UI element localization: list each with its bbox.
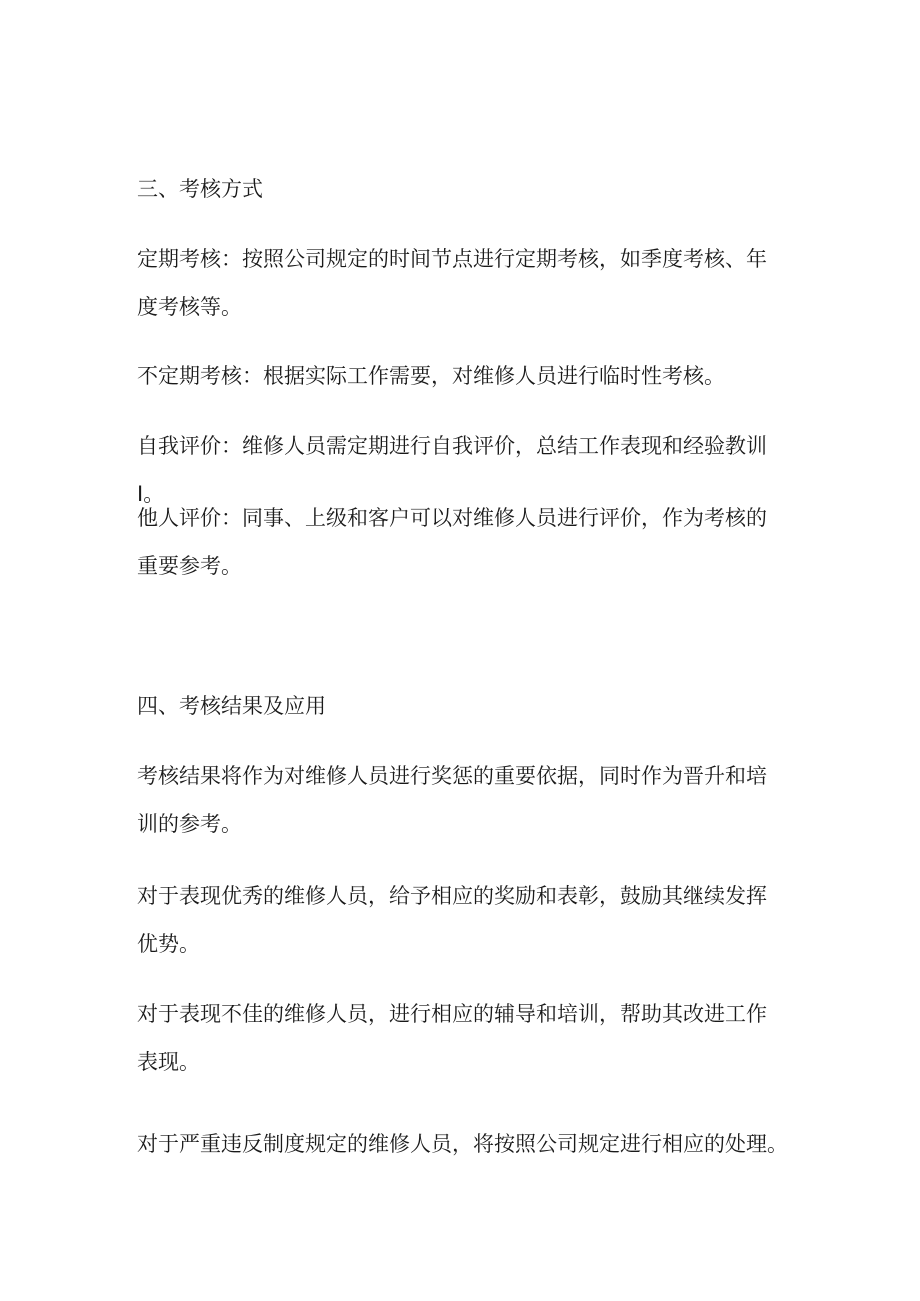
paragraph-irregular-assessment: 不定期考核：根据实际工作需要，对维修人员进行临时性考核。 [137,364,725,388]
paragraph-excellent-staff: 对于表现优秀的维修人员，给予相应的奖励和表彰，鼓励其继续发挥优势。 [137,884,767,956]
section-heading-assessment-methods: 三、考核方式 [137,177,263,201]
paragraph-serious-violations: 对于严重违反制度规定的维修人员，将按照公司规定进行相应的处理。 [137,1132,788,1156]
section-heading-results-application: 四、考核结果及应用 [137,694,326,718]
paragraph-peer-evaluation: 他人评价：同事、上级和客户可以对维修人员进行评价，作为考核的重要参考。 [137,506,767,578]
paragraph-self-evaluation: 自我评价：维修人员需定期进行自我评价，总结工作表现和经验教训I。 [137,434,767,506]
paragraph-results-basis: 考核结果将作为对维修人员进行奖惩的重要依据，同时作为晋升和培训的参考。 [137,764,767,836]
paragraph-regular-assessment: 定期考核：按照公司规定的时间节点进行定期考核，如季度考核、年度考核等。 [137,247,767,319]
paragraph-underperforming-staff: 对于表现不佳的维修人员，进行相应的辅导和培训，帮助其改进工作表现。 [137,1002,767,1074]
